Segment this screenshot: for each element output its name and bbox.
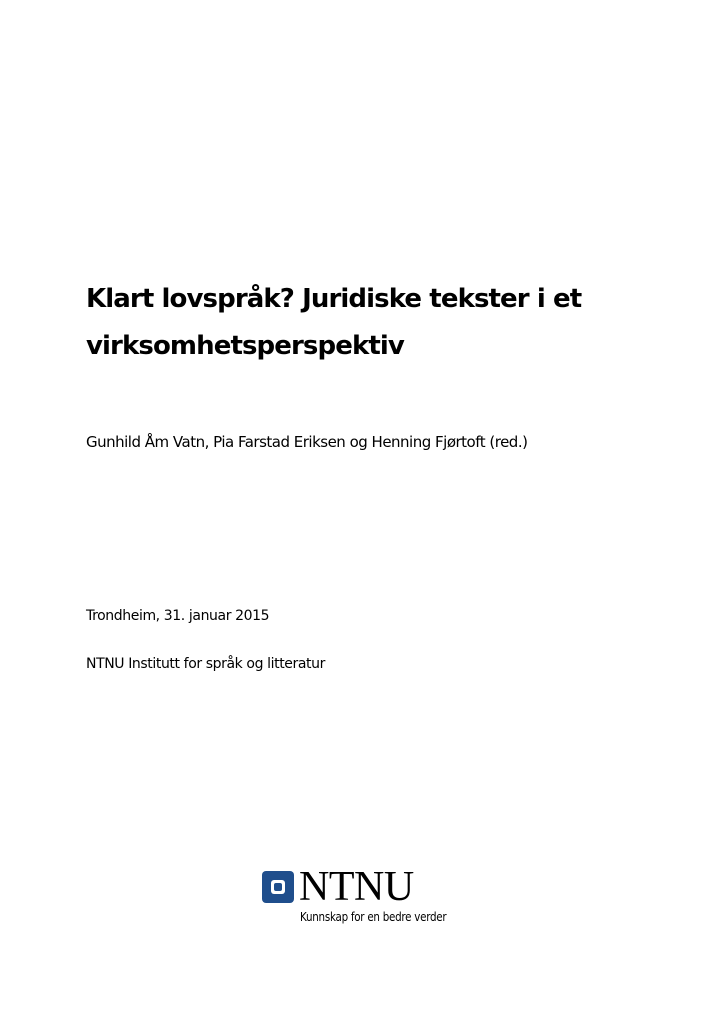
document-place-date: Trondheim, 31. januar 2015 [86,608,270,624]
ntnu-logo [262,864,472,930]
document-authors: Gunhild Åm Vatn, Pia Farstad Eriksen og Henning Fjørtoft (red.) [86,433,528,451]
ntnu-logo-tagline: Kunnskap for en bedre verder [300,910,447,924]
document-title: Klart lovspråk? Juridiske tekster i et virksomhetsperspektiv [86,284,582,361]
ntnu-logo-square-icon [262,871,294,903]
document-institute: NTNU Institutt for språk og litteratur [86,656,325,672]
ntnu-logo-core-square [274,883,282,891]
ntnu-logo-wordmark: NTNU [299,864,414,910]
